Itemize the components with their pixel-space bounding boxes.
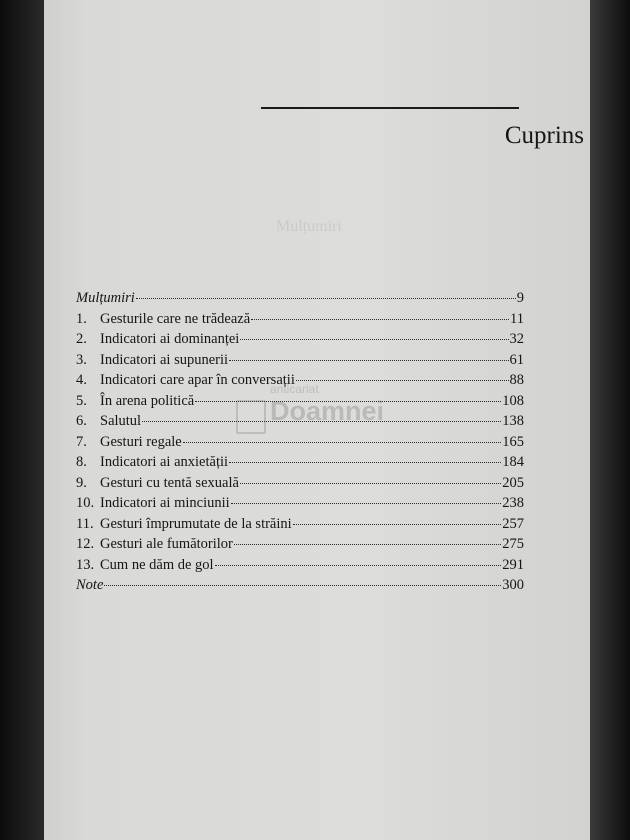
toc-entry-number: 1. <box>76 310 87 327</box>
toc-dot-leader <box>195 401 501 402</box>
toc-dot-leader <box>229 462 501 463</box>
toc-entry-page-number: 205 <box>502 474 524 491</box>
toc-entry-page-number: 32 <box>509 331 524 347</box>
toc-entry <box>76 454 524 475</box>
toc-dot-leader <box>251 319 509 320</box>
book-gutter-shadow <box>0 0 44 840</box>
toc-dot-leader <box>215 565 502 566</box>
toc-entry-title: În arena politică <box>100 392 195 409</box>
toc-entry-page-number: 88 <box>509 372 524 388</box>
toc-entry <box>76 495 524 516</box>
toc-entry-title: Salutul <box>100 413 142 429</box>
toc-dot-leader <box>293 524 502 525</box>
title-rule <box>261 107 519 109</box>
toc-entry-title: Gesturi ale fumătorilor <box>100 536 233 552</box>
toc-entry <box>76 536 524 557</box>
toc-entry <box>76 516 524 537</box>
toc-entry-page-number: 275 <box>502 536 524 552</box>
toc-dot-leader <box>234 544 501 545</box>
toc-entry-number: 13. <box>76 556 95 573</box>
toc-dot-leader <box>240 483 501 484</box>
toc-entry-number: 8. <box>76 454 87 470</box>
toc-entry-page-number: 9 <box>516 290 524 306</box>
toc-entry <box>76 413 524 434</box>
page-edge-shadow <box>590 0 630 840</box>
toc-dot-leader <box>136 298 516 299</box>
toc-entry-title: Mulțumiri <box>76 290 135 306</box>
toc-entry-number: 9. <box>76 474 87 491</box>
toc-entry-title: Indicatori ai anxietății <box>100 454 229 470</box>
toc-entry <box>76 352 524 373</box>
toc-entry-page-number: 108 <box>502 392 524 409</box>
toc-entry <box>76 393 524 414</box>
toc-entry-number: 4. <box>76 372 87 388</box>
toc-entry <box>76 475 524 496</box>
toc-entry-page-number: 238 <box>502 495 524 511</box>
toc-entry-number: 2. <box>76 331 87 347</box>
toc-entry <box>76 290 524 311</box>
toc-entry-title: Indicatori ai minciunii <box>100 495 230 511</box>
toc-entry <box>76 311 524 332</box>
toc-entry-title: Note <box>76 577 104 593</box>
toc-entry-page-number: 184 <box>502 454 524 470</box>
toc-entry-page-number: 300 <box>502 577 524 593</box>
toc-dot-leader <box>240 339 508 340</box>
toc-entry-number: 5. <box>76 392 87 409</box>
toc-entry-title: Indicatori care apar în conversații <box>100 372 295 388</box>
book-page <box>44 0 590 840</box>
toc-entry-number: 6. <box>76 413 87 429</box>
toc-entry-number: 11. <box>76 515 94 532</box>
watermark-small-text: anticariat <box>270 382 319 396</box>
table-of-contents <box>76 290 524 598</box>
toc-dot-leader <box>229 360 508 361</box>
toc-entry-title: Gesturi împrumutate de la străini <box>100 515 292 532</box>
toc-entry <box>76 331 524 352</box>
toc-entry <box>76 577 524 598</box>
toc-entry <box>76 557 524 578</box>
watermark-large-text: Doamnei <box>270 396 385 426</box>
show-through-heading: Mulțumiri <box>276 218 342 235</box>
toc-entry-number: 7. <box>76 433 87 450</box>
toc-entry-page-number: 138 <box>502 413 524 429</box>
toc-entry-title: Gesturi regale <box>100 433 182 450</box>
toc-dot-leader <box>104 585 501 586</box>
toc-entry-page-number: 11 <box>510 310 524 327</box>
toc-entry-title: Gesturi cu tentă sexuală <box>100 474 239 491</box>
toc-dot-leader <box>231 503 502 504</box>
toc-entry-title: Indicatori ai supunerii <box>100 351 229 368</box>
toc-entry-title: Gesturile care ne trădează <box>100 310 251 327</box>
toc-entry-page-number: 61 <box>509 351 524 368</box>
page-title: Cuprins <box>504 122 584 149</box>
toc-entry <box>76 372 524 393</box>
toc-dot-leader <box>183 442 502 443</box>
toc-entry-page-number: 165 <box>502 433 524 450</box>
toc-entry-title: Cum ne dăm de gol <box>100 556 214 573</box>
toc-entry-number: 3. <box>76 351 87 368</box>
toc-dot-leader <box>142 421 501 422</box>
toc-entry <box>76 434 524 455</box>
toc-entry-number: 12. <box>76 536 95 552</box>
toc-dot-leader <box>296 380 509 381</box>
toc-entry-title: Indicatori ai dominanței <box>100 331 240 347</box>
toc-entry-number: 10. <box>76 495 95 511</box>
toc-entry-page-number: 257 <box>502 515 524 532</box>
toc-entry-page-number: 291 <box>502 556 524 573</box>
